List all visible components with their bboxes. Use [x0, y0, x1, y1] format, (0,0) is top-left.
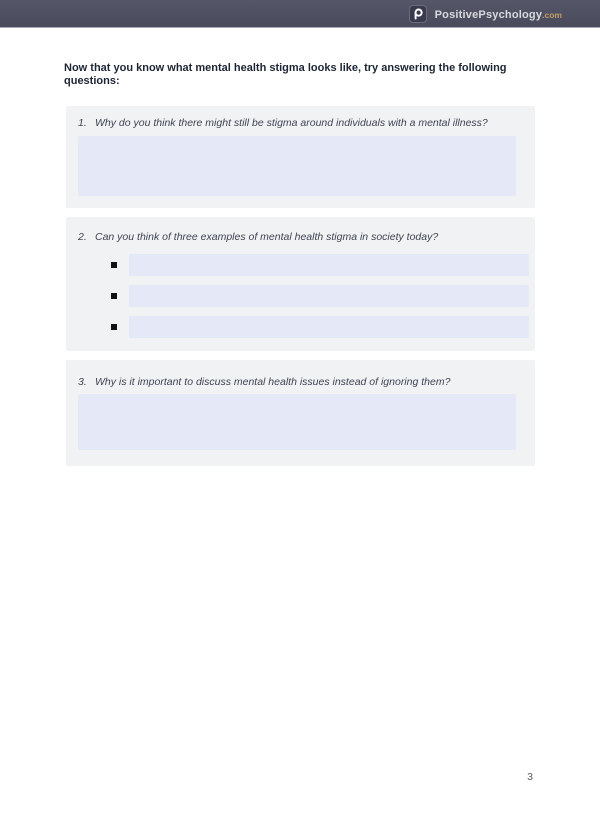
brand-wordmark	[435, 5, 562, 23]
bullet-row	[78, 316, 535, 338]
intro-heading: Now that you know what mental health stigma looks like, try answering the following questions:	[64, 62, 507, 87]
question-2-bullet-list	[78, 254, 535, 338]
question-3-number: 3.	[78, 376, 87, 388]
question-3-text: Why is it important to discuss mental health issues instead of ignoring them?	[95, 376, 451, 388]
brand-header-bar	[0, 0, 600, 28]
question-3-answer-field[interactable]	[78, 394, 516, 450]
question-2-line	[78, 231, 535, 243]
bullet-square-icon	[111, 324, 117, 330]
worksheet-content	[0, 62, 600, 466]
brand-logo	[409, 5, 562, 23]
rho-letter-p-icon	[411, 7, 425, 21]
bullet-square-icon	[111, 262, 117, 268]
brand-badge	[409, 5, 427, 23]
question-1-line	[78, 117, 535, 129]
brand-tld: .com	[542, 9, 562, 20]
question-block-1	[66, 106, 535, 208]
question-block-2	[66, 217, 535, 351]
question-2-answer-field-3[interactable]	[129, 316, 529, 338]
brand-name: PositivePsychology	[434, 8, 543, 21]
bullet-row	[78, 254, 535, 276]
bullet-row	[78, 285, 535, 307]
question-block-3	[66, 360, 535, 466]
question-2-answer-field-1[interactable]	[129, 254, 529, 276]
bullet-square-icon	[111, 293, 117, 299]
question-1-number: 1.	[78, 117, 87, 129]
question-2-text: Can you think of three examples of mental health stigma in society today?	[95, 231, 439, 243]
question-1-text: Why do you think there might still be stigma around individuals with a mental illness?	[95, 117, 488, 129]
question-3-line	[78, 376, 535, 388]
question-2-answer-field-2[interactable]	[129, 285, 529, 307]
page-number: 3	[527, 771, 533, 783]
question-2-number: 2.	[78, 231, 87, 243]
question-1-answer-field[interactable]	[78, 136, 516, 196]
